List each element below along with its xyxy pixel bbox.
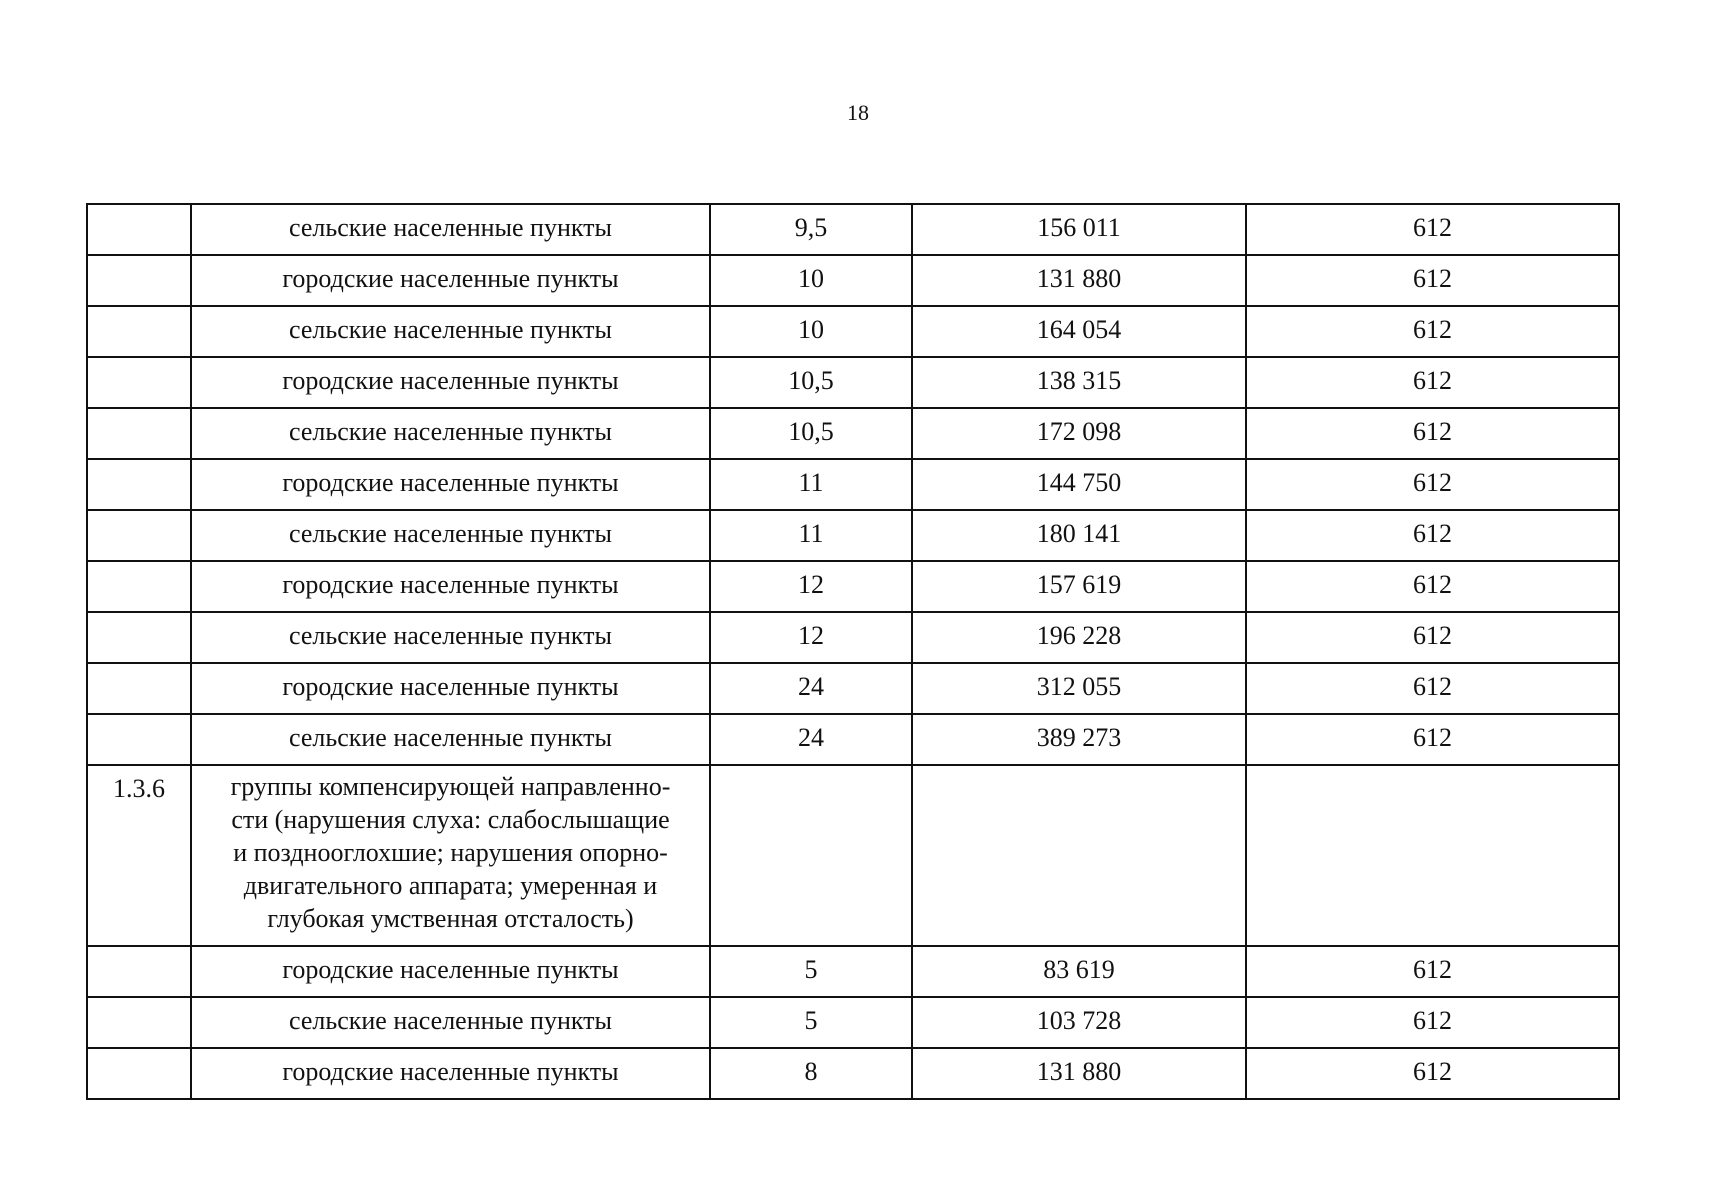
cell-value3: 612 xyxy=(1246,946,1619,997)
section-description-line: двигательного аппарата; умеренная и xyxy=(243,871,658,900)
cell-name: сельские населенные пункты xyxy=(191,714,710,765)
table-row xyxy=(87,946,1619,997)
cell-value1: 8 xyxy=(710,1048,912,1099)
table-row xyxy=(87,255,1619,306)
cell-code xyxy=(87,946,191,997)
cell-value3: 612 xyxy=(1246,561,1619,612)
cell-value1: 12 xyxy=(710,612,912,663)
cell-value2: 131 880 xyxy=(912,255,1246,306)
table-row xyxy=(87,204,1619,255)
cell-value2: 172 098 xyxy=(912,408,1246,459)
cell-value3: 612 xyxy=(1246,612,1619,663)
cell-name: сельские населенные пункты xyxy=(191,204,710,255)
cell-value1: 11 xyxy=(710,459,912,510)
cell-code xyxy=(87,204,191,255)
table-row xyxy=(87,714,1619,765)
cell-value2: 83 619 xyxy=(912,946,1246,997)
data-table xyxy=(86,203,1620,1100)
section-value3 xyxy=(1246,765,1619,946)
table-row xyxy=(87,997,1619,1048)
cell-name: городские населенные пункты xyxy=(191,663,710,714)
cell-code xyxy=(87,255,191,306)
cell-code xyxy=(87,510,191,561)
table-row xyxy=(87,561,1619,612)
cell-value3: 612 xyxy=(1246,663,1619,714)
cell-name: городские населенные пункты xyxy=(191,1048,710,1099)
cell-value2: 156 011 xyxy=(912,204,1246,255)
cell-value3: 612 xyxy=(1246,204,1619,255)
section-description-line: сти (нарушения слуха: слабослышащие xyxy=(231,805,670,834)
cell-value2: 312 055 xyxy=(912,663,1246,714)
cell-code xyxy=(87,714,191,765)
cell-value1: 5 xyxy=(710,997,912,1048)
cell-value1: 10 xyxy=(710,255,912,306)
page-number: 18 xyxy=(847,100,869,125)
table-row xyxy=(87,663,1619,714)
cell-value2: 131 880 xyxy=(912,1048,1246,1099)
cell-name: сельские населенные пункты xyxy=(191,306,710,357)
cell-value2: 389 273 xyxy=(912,714,1246,765)
cell-value3: 612 xyxy=(1246,255,1619,306)
cell-value2: 144 750 xyxy=(912,459,1246,510)
cell-name: сельские населенные пункты xyxy=(191,612,710,663)
section-description xyxy=(191,765,710,946)
cell-value2: 164 054 xyxy=(912,306,1246,357)
table-row xyxy=(87,612,1619,663)
cell-value3: 612 xyxy=(1246,714,1619,765)
cell-value1: 24 xyxy=(710,663,912,714)
cell-code xyxy=(87,357,191,408)
cell-value2: 138 315 xyxy=(912,357,1246,408)
cell-value2: 103 728 xyxy=(912,997,1246,1048)
cell-value1: 9,5 xyxy=(710,204,912,255)
cell-value1: 12 xyxy=(710,561,912,612)
cell-value3: 612 xyxy=(1246,408,1619,459)
cell-value2: 196 228 xyxy=(912,612,1246,663)
cell-value2: 157 619 xyxy=(912,561,1246,612)
cell-name: городские населенные пункты xyxy=(191,561,710,612)
cell-name: сельские населенные пункты xyxy=(191,408,710,459)
cell-value1: 11 xyxy=(710,510,912,561)
table-row xyxy=(87,1048,1619,1099)
section-description-line: и позднооглохшие; нарушения опорно- xyxy=(233,838,668,867)
cell-code xyxy=(87,663,191,714)
cell-value3: 612 xyxy=(1246,459,1619,510)
cell-value2: 180 141 xyxy=(912,510,1246,561)
section-value1 xyxy=(710,765,912,946)
section-row xyxy=(87,765,1619,946)
cell-value1: 24 xyxy=(710,714,912,765)
cell-code xyxy=(87,612,191,663)
cell-code xyxy=(87,459,191,510)
cell-value1: 10 xyxy=(710,306,912,357)
cell-value3: 612 xyxy=(1246,510,1619,561)
cell-value1: 10,5 xyxy=(710,357,912,408)
table-row xyxy=(87,408,1619,459)
cell-code xyxy=(87,997,191,1048)
section-code: 1.3.6 xyxy=(87,765,191,946)
cell-name: городские населенные пункты xyxy=(191,946,710,997)
section-value2 xyxy=(912,765,1246,946)
cell-value1: 10,5 xyxy=(710,408,912,459)
cell-code xyxy=(87,561,191,612)
section-description-line: группы компенсирующей направленно- xyxy=(230,772,671,801)
cell-name: городские населенные пункты xyxy=(191,357,710,408)
table-body xyxy=(87,204,1619,1099)
cell-code xyxy=(87,306,191,357)
cell-value3: 612 xyxy=(1246,357,1619,408)
cell-value3: 612 xyxy=(1246,1048,1619,1099)
table-row xyxy=(87,306,1619,357)
table-row xyxy=(87,357,1619,408)
section-description-line: глубокая умственная отсталость) xyxy=(267,904,634,933)
table-row xyxy=(87,510,1619,561)
cell-name: городские населенные пункты xyxy=(191,255,710,306)
cell-code xyxy=(87,408,191,459)
cell-name: сельские населенные пункты xyxy=(191,997,710,1048)
table-row xyxy=(87,459,1619,510)
cell-name: сельские населенные пункты xyxy=(191,510,710,561)
cell-value1: 5 xyxy=(710,946,912,997)
cell-code xyxy=(87,1048,191,1099)
cell-value3: 612 xyxy=(1246,306,1619,357)
cell-value3: 612 xyxy=(1246,997,1619,1048)
cell-name: городские населенные пункты xyxy=(191,459,710,510)
